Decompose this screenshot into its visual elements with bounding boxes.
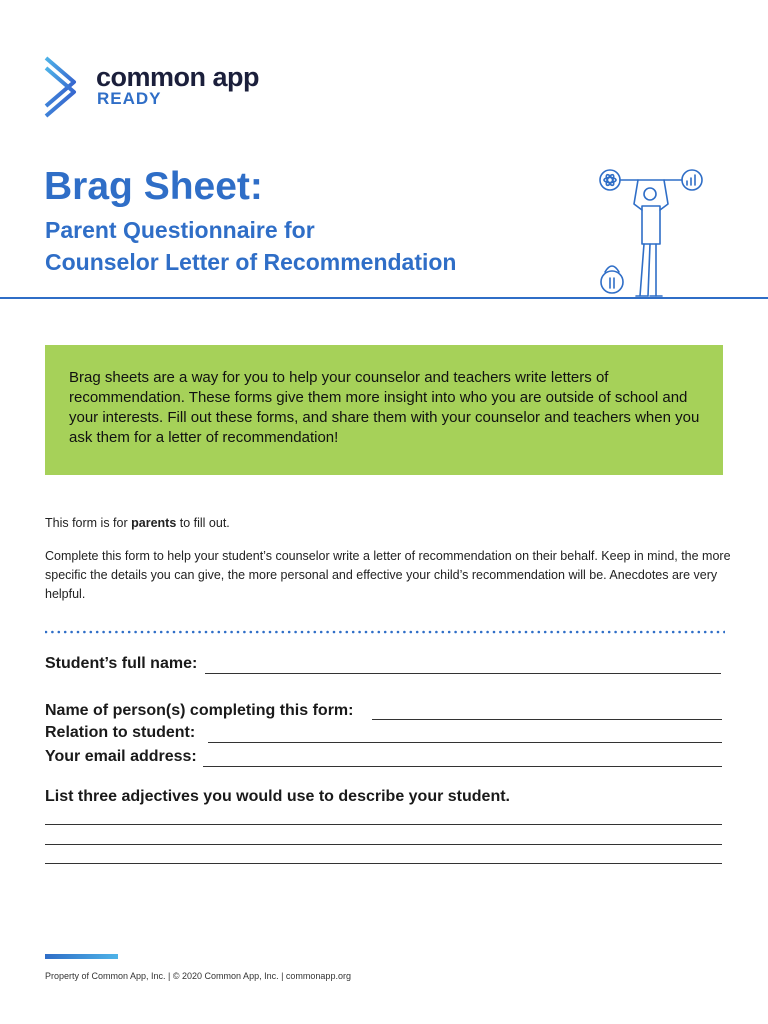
relation-label: Relation to student: [45,724,196,741]
student-name-label: Student’s full name: [45,655,198,672]
intro-callout [45,345,723,475]
adjective-answer-line[interactable] [45,863,722,864]
adjectives-prompt: List three adjectives you would use to describe your student. [45,788,510,805]
subtitle-line-2: Counselor Letter of Recommendation [45,249,457,275]
page-title: Brag Sheet: [44,165,263,208]
intro-paragraph-2: Complete this form to help your student’s counselor write a letter of recommendation on their behalf. Keep in mind, the more specific the details you can give, the more personal and effective your child’s recommendation will be. Anecdotes are very helpful. [45,549,731,601]
email-field[interactable] [203,766,722,767]
dotted-divider [45,630,725,634]
intro-text [45,514,735,618]
relation-field[interactable] [208,742,722,743]
header-divider [0,297,768,299]
completer-name-field[interactable] [372,719,722,720]
email-label: Your email address: [45,748,197,765]
footer-accent-bar [45,954,118,959]
logo-wordmark: common app [96,62,260,92]
adjective-answer-line[interactable] [45,844,722,845]
student-name-field[interactable] [205,673,721,674]
person-lifting-barbell-icon [590,160,710,300]
subtitle-line-1: Parent Questionnaire for [45,217,315,243]
completer-name-label: Name of person(s) completing this form: [45,702,354,719]
intro-line-1: This form is for parents to fill out. [45,516,230,530]
common-app-logo [44,56,284,120]
adjective-answer-line[interactable] [45,824,722,825]
page-subtitle [45,214,456,278]
callout-text: Brag sheets are a way for you to help your counselor and teachers write letters of recommendation. These forms give them more insight into who you are outside of school and your interests. Fill out these forms, and share them with your counselor and teachers when you ask them for a letter of recommendation! [69,369,700,446]
common-app-chevron-icon [44,56,88,120]
emphasis-parents: parents [131,516,177,530]
logo-tagline: READY [97,89,162,108]
footer-text: Property of Common App, Inc. | © 2020 Common App, Inc. | commonapp.org [45,971,351,981]
